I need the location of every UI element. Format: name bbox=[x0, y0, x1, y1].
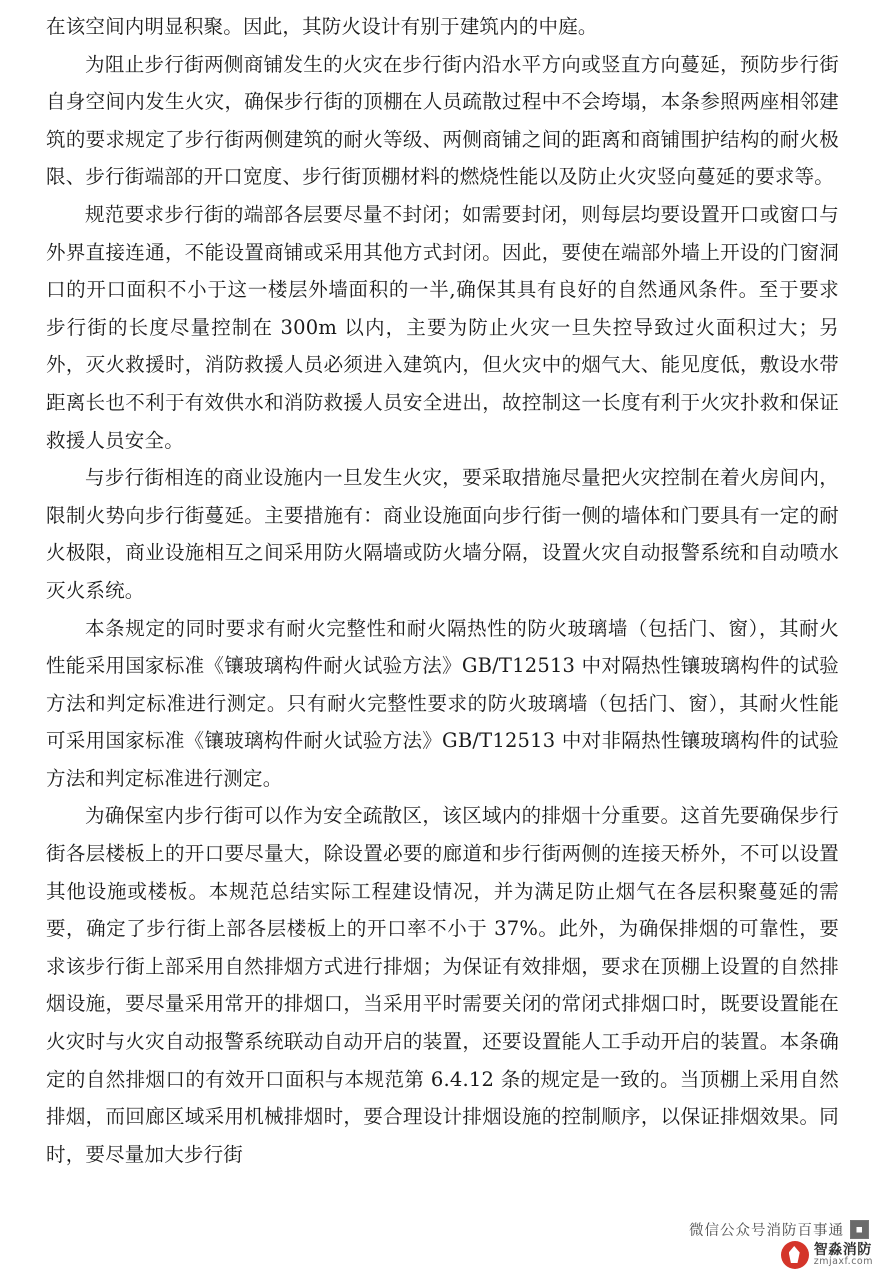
paragraph: 在该空间内明显积聚。因此，其防火设计有别于建筑内的中庭。 bbox=[46, 15, 598, 38]
document-body bbox=[46, 8, 839, 1173]
watermark bbox=[645, 1219, 875, 1271]
paragraph: 与步行街相连的商业设施内一旦发生火灾，要采取措施尽量把火灾控制在着火房间内，限制火势向步行街蔓延。主要措施有：商业设施面向步行街一侧的墙体和门要具有一定的耐火极限，商业设施相互之间采用防火隔墙或防火墙分隔，设置火灾自动报警系统和自动喷水灭火系统。 bbox=[46, 466, 839, 602]
watermark-brand-domain: zmjaxf.com bbox=[813, 1256, 873, 1268]
watermark-account bbox=[689, 1219, 869, 1240]
qr-code-icon bbox=[850, 1220, 869, 1239]
paragraph: 为阻止步行街两侧商铺发生的火灾在步行街内沿水平方向或竖直方向蔓延，预防步行街自身空间内发生火灾，确保步行街的顶棚在人员疏散过程中不会垮塌，本条参照两座相邻建筑的要求规定了步行街两侧建筑的耐火等级、两侧商铺之间的距离和商铺围护结构的耐火极限、步行街端部的开口宽度、步行街顶棚材料的燃烧性能以及防止火灾竖向蔓延的要求等。 bbox=[46, 52, 839, 189]
flame-shield-logo-icon bbox=[781, 1241, 809, 1269]
paragraph: 本条规定的同时要求有耐火完整性和耐火隔热性的防火玻璃墙（包括门、窗），其耐火性能采用国家标准《镶玻璃构件耐火试验方法》GB/T12513 中对隔热性镶玻璃构件的试验方法和判定标准进行测定。只有耐火完整性要求的防火玻璃墙（包括门、窗），其耐火性能可采用国家标准《镶玻璃构件耐火试验方法》GB/T12513 中对非隔热性镶玻璃构件的试验方法和判定标准进行测定。 bbox=[46, 616, 839, 790]
watermark-brand-name: 智淼消防 bbox=[813, 1241, 872, 1258]
paragraph: 规范要求步行街的端部各层要尽量不封闭；如需要封闭，则每层均要设置开口或窗口与外界直接连通，不能设置商铺或采用其他方式封闭。因此，要使在端部外墙上开设的门窗洞口的开口面积不小于这一楼层外墙面积的一半,确保其具有良好的自然通风条件。至于要求步行街的长度尽量控制在 300m 以内，主要为防止火灾一旦失控导致过火面积过大；另外，灭火救援时，消防救援人员必须进入建筑内，但火灾中的烟气大、能见度低，敷设水带距离长也不利于有效供水和消防救援人员安全进出，故控制这一长度有利于火灾扑救和保证救援人员安全。 bbox=[46, 202, 839, 452]
watermark-account-label: 微信公众号消防百事通 bbox=[689, 1223, 844, 1239]
paragraph: 为确保室内步行街可以作为安全疏散区，该区域内的排烟十分重要。这首先要确保步行街各层楼板上的开口要尽量大，除设置必要的廊道和步行街两侧的连接天桥外，不可以设置其他设施或楼板。本规范总结实际工程建设情况，并为满足防止烟气在各层积聚蔓延的需要，确定了步行街上部各层楼板上的开口率不小于 37%。此外，为确保排烟的可靠性，要求该步行街上部采用自然排烟方式进行排烟；为保证有效排烟，要求在顶棚上设置的自然排烟设施，要尽量采用常开的排烟口，当采用平时需要关闭的常闭式排烟口时，既要设置能在火灾时与火灾自动报警系统联动自动开启的装置，还要设置能人工手动开启的装置。本条确定的自然排烟口的有效开口面积与本规范第 6.4.12 条的规定是一致的。当顶棚上采用自然排烟，而回廊区域采用机械排烟时，要合理设计排烟设施的控制顺序，以保证排烟效果。同时，要尽量加大步行街 bbox=[46, 804, 839, 1166]
watermark-brand-text bbox=[814, 1243, 873, 1268]
watermark-brand bbox=[781, 1241, 873, 1269]
